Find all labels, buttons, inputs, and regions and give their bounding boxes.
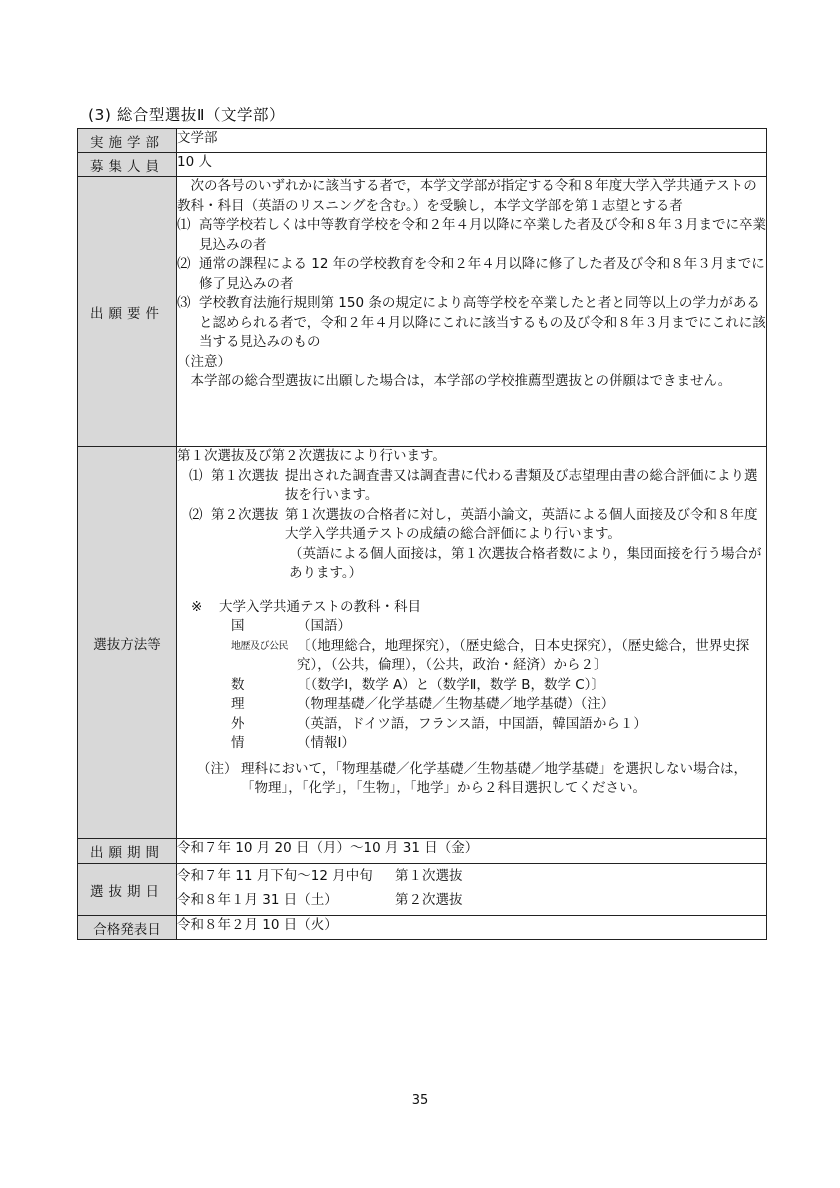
value-requirements bbox=[177, 177, 767, 447]
requirement-item bbox=[177, 294, 766, 353]
subject-row bbox=[177, 715, 766, 735]
row-capacity bbox=[78, 153, 767, 177]
value-selection bbox=[177, 447, 767, 839]
section-title: (3) 総合型選抜Ⅱ（文学部） bbox=[88, 106, 286, 124]
stage-text: 第１次選抜の合格者に対し，英語小論文，英語による個人面接及び令和８年度大学入学共通テストの成績の総合評価により行います。 bbox=[285, 506, 758, 542]
value-application-period: 令和７年 10 月 20 日（月）〜10 月 31 日（金） bbox=[177, 839, 767, 864]
subject-row bbox=[177, 695, 766, 715]
label-selection: 選抜方法等 bbox=[78, 447, 177, 839]
subject-row bbox=[177, 637, 766, 676]
page-number: 35 bbox=[411, 1093, 429, 1108]
selection-stage-name: 第１次選抜 bbox=[395, 868, 463, 884]
requirement-num: ⑵ bbox=[177, 256, 191, 272]
footnote-mark: （注） bbox=[197, 760, 238, 777]
label-faculty: 実施学部 bbox=[78, 129, 177, 153]
subject-detail: 〔（数学Ⅰ，数学 A）と（数学Ⅱ，数学 B，数学 C）〕 bbox=[297, 676, 605, 693]
requirements-intro: 次の各号のいずれかに該当する者で，本学文学部が指定する令和８年度大学入学共通テストの教科・科目（英語のリスニングを含む。）を受験し，本学文学部を第１志望とする者 bbox=[177, 178, 757, 214]
footnote-text: 理科において，「物理基礎／化学基礎／生物基礎／地学基礎」を選択しない場合は，「物理」，「化学」，「生物」，「地学」から２科目選択してください。 bbox=[241, 760, 747, 796]
value-faculty: 文学部 bbox=[177, 129, 767, 153]
subject-row bbox=[177, 676, 766, 696]
selection-stage-name: 第２次選抜 bbox=[395, 892, 463, 908]
requirement-item bbox=[177, 255, 766, 294]
requirement-num: ⑴ bbox=[177, 217, 191, 233]
stage-head: 第２次選抜 bbox=[211, 506, 279, 523]
subject-detail: 〔（地理総合，地理探究），（歴史総合，日本史探究），（歴史総合，世界史探究），（公共，倫理），（公共，政治・経済）から２〕 bbox=[297, 637, 750, 673]
row-announcement bbox=[78, 916, 767, 940]
row-selection bbox=[78, 447, 767, 839]
value-announcement: 令和８年２月 10 日（火） bbox=[177, 916, 767, 940]
label-capacity: 募集人員 bbox=[78, 153, 177, 177]
test-subjects-heading bbox=[177, 598, 766, 618]
spacer bbox=[177, 584, 766, 598]
requirement-item bbox=[177, 216, 766, 255]
row-selection-dates bbox=[78, 864, 767, 916]
subject-detail: （英語，ドイツ語，フランス語，中国語，韓国語から１） bbox=[297, 715, 647, 732]
subject-name: 情 bbox=[231, 735, 245, 751]
stage-num: ⑴ bbox=[189, 467, 203, 484]
label-application-period: 出願期間 bbox=[78, 839, 177, 864]
selection-date-line bbox=[177, 864, 766, 888]
selection-date-line bbox=[177, 888, 766, 912]
stage-head: 第１次選抜 bbox=[211, 467, 279, 484]
subject-name: 地歴及び公民 bbox=[231, 640, 288, 652]
admission-table bbox=[77, 128, 767, 940]
subject-detail: （国語） bbox=[297, 618, 351, 634]
label-announcement: 合格発表日 bbox=[78, 916, 177, 940]
subject-detail: （物理基礎／化学基礎／生物基礎／地学基礎）（注） bbox=[297, 696, 615, 712]
label-selection-dates: 選抜期日 bbox=[78, 864, 177, 916]
subject-row bbox=[177, 734, 766, 754]
science-footnote bbox=[177, 760, 766, 799]
row-faculty bbox=[78, 129, 767, 153]
stage-num: ⑵ bbox=[189, 506, 203, 523]
selection-date: 令和７年 11 月下旬〜12 月中旬 bbox=[177, 868, 373, 884]
subject-row bbox=[177, 617, 766, 637]
reference-mark: ※ bbox=[191, 598, 203, 615]
selection-stage bbox=[177, 506, 766, 545]
value-selection-dates bbox=[177, 864, 767, 916]
requirement-text: 高等学校若しくは中等教育学校を令和２年４月以降に卒業した者及び令和８年３月までに卒業見込みの者 bbox=[199, 217, 766, 253]
row-application-period bbox=[78, 839, 767, 864]
test-subjects-title: 大学入学共通テストの教科・科目 bbox=[219, 598, 421, 615]
value-capacity: 10 人 bbox=[177, 153, 767, 177]
row-requirements bbox=[78, 177, 767, 447]
selection-intro: 第１次選抜及び第２次選抜により行います。 bbox=[177, 448, 446, 464]
requirement-text: 通常の課程による 12 年の学校教育を令和２年４月以降に修了した者及び令和８年３月までに修了見込みの者 bbox=[199, 256, 765, 292]
requirement-num: ⑶ bbox=[177, 295, 191, 311]
requirements-note-heading: （注意） bbox=[177, 353, 231, 370]
subject-detail: （情報Ⅰ） bbox=[297, 735, 355, 751]
stage-text: 提出された調査書又は調査書に代わる書類及び志望理由書の総合評価により選抜を行います。 bbox=[285, 467, 758, 503]
subject-name: 外 bbox=[231, 715, 245, 732]
selection-stage bbox=[177, 467, 766, 506]
label-requirements: 出願要件 bbox=[78, 177, 177, 447]
subject-name: 理 bbox=[231, 696, 245, 712]
requirements-note-text: 本学部の総合型選抜に出願した場合は，本学部の学校推薦型選抜との併願はできません。 bbox=[190, 373, 732, 389]
subject-name: 国 bbox=[231, 618, 245, 634]
stage-note: （英語による個人面接は，第１次選抜合格者数により，集団面接を行う場合があります。） bbox=[289, 545, 762, 581]
selection-date: 令和８年１月 31 日（土） bbox=[177, 892, 338, 908]
requirement-text: 学校教育法施行規則第 150 条の規定により高等学校を卒業したと者と同等以上の学力があると認められる者で，令和２年４月以降にこれに該当するもの及び令和８年３月までにこれに該当する見込みのもの bbox=[199, 295, 766, 350]
subject-name: 数 bbox=[231, 676, 245, 693]
